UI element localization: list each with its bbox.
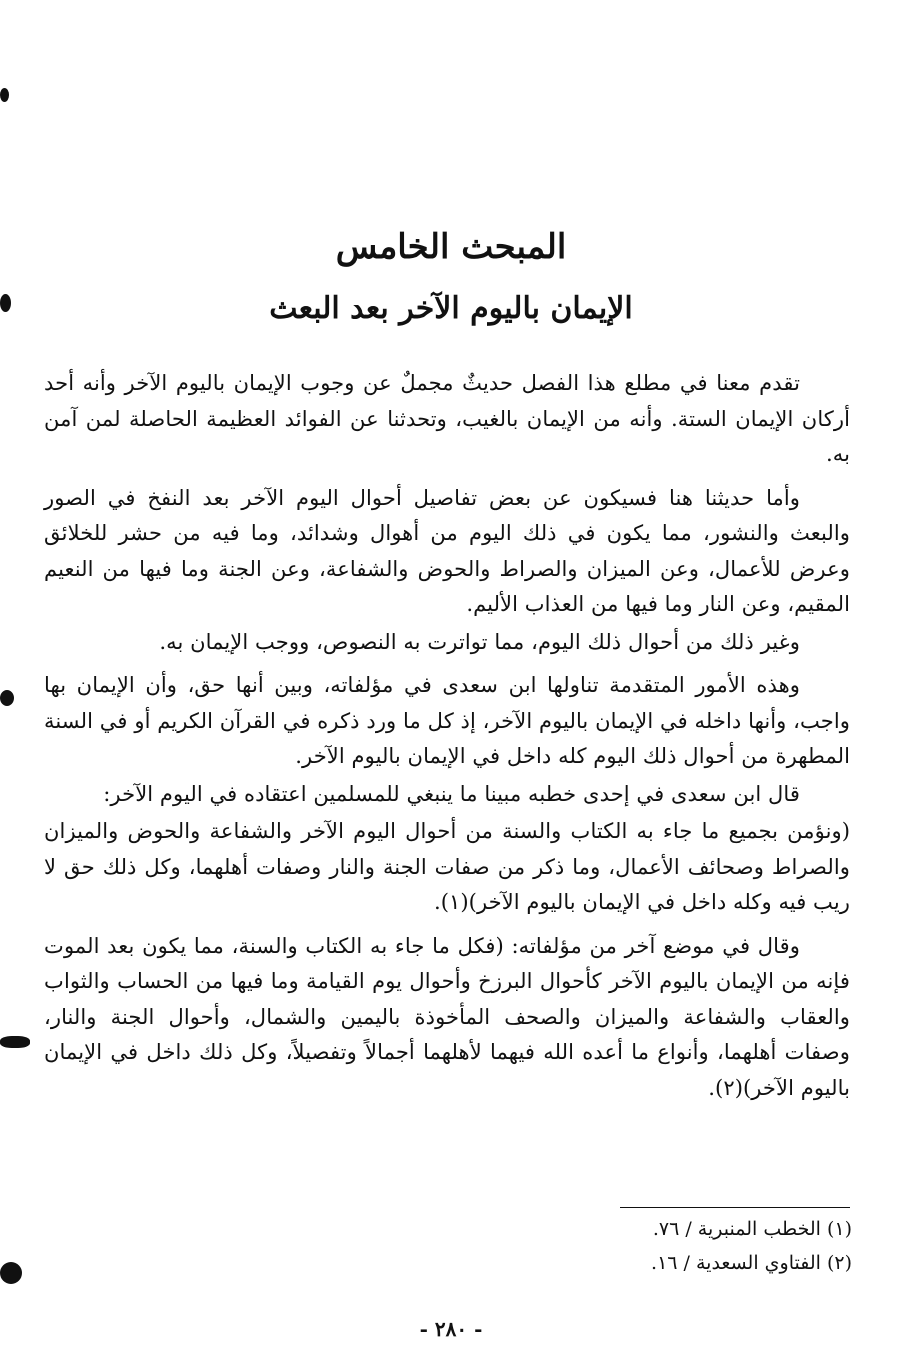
scan-mark [0,1262,22,1284]
footnote: (٢) الفتاوي السعدية / ١٦. [651,1252,852,1274]
paragraph: وغير ذلك من أحوال ذلك اليوم، مما تواترت به النصوص، ووجب الإيمان به. [159,628,800,654]
section-title: الإيمان باليوم الآخر بعد البعث [269,291,633,326]
scan-mark [0,88,9,102]
scan-mark [0,1036,30,1048]
paragraph: وأما حديثنا هنا فسيكون عن بعض تفاصيل أحوال اليوم الآخر بعد النفخ في الصور والبعث والنشور، مما يكون في ذلك اليوم من أهوال وشدائد، وما فيه من حشر للخلائق وعرض للأعمال، وعن الميزان والصراط والحوض والشفاعة، وعن الجنة وما فيها من النعيم المقيم، وعن النار وما فيها من العذاب الأليم. [44,484,850,616]
paragraph: وقال في موضع آخر من مؤلفاته: (فكل ما جاء به الكتاب والسنة، مما يكون بعد الموت فإنه من الإيمان باليوم الآخر كأحوال البرزخ وأحوال يوم القيامة وما فيها من الحساب والثواب والعقاب والشفاعة والميزان والصحف المأخوذة باليمين والشمال، وأحوال الجنة والنار، وصفات أهلهما، وأنواع ما أعده الله فيهما لأهلهما أجمالاً وتفصيلاً، وكل ذلك داخل في الإيمان باليوم الآخر)(٢). [44,932,850,1100]
quote-paragraph: (ونؤمن بجميع ما جاء به الكتاب والسنة من أحوال اليوم الآخر والشفاعة والحوض والميزان والصراط وصحائف الأعمال، وما ذكر من صفات الجنة والنار وصفات أهلهما، وكل ذلك حق لا ريب فيه وكله داخل في الإيمان باليوم الآخر)(١). [44,818,850,914]
paragraph: تقدم معنا في مطلع هذا الفصل حديثٌ مجملٌ عن وجوب الإيمان باليوم الآخر وأنه أحد أركان الإيمان الستة. وأنه من الإيمان بالغيب، وتحدثنا عن الفوائد العظيمة الحاصلة لمن آمن به. [44,370,850,466]
footnote: (١) الخطب المنبرية / ٧٦. [652,1218,852,1240]
footnote-divider [620,1207,850,1208]
chapter-heading: المبحث الخامس [335,227,567,267]
body-text [44,365,850,1113]
paragraph: وهذه الأمور المتقدمة تناولها ابن سعدى في مؤلفاته، وبين أنها حق، وأن الإيمان بها واجب، وأنها داخله في الإيمان باليوم الآخر، إذ كل ما ورد ذكره في القرآن الكريم أو في السنة المطهرة من أحوال ذلك اليوم كله داخل في الإيمان باليوم الآخر. [44,672,850,768]
footnotes [432,1212,852,1280]
page-number: - ٢٨٠ - [419,1317,483,1341]
paragraph: قال ابن سعدى في إحدى خطبه مبينا ما ينبغي للمسلمين اعتقاده في اليوم الآخر: [103,780,800,806]
scan-mark [0,690,14,706]
